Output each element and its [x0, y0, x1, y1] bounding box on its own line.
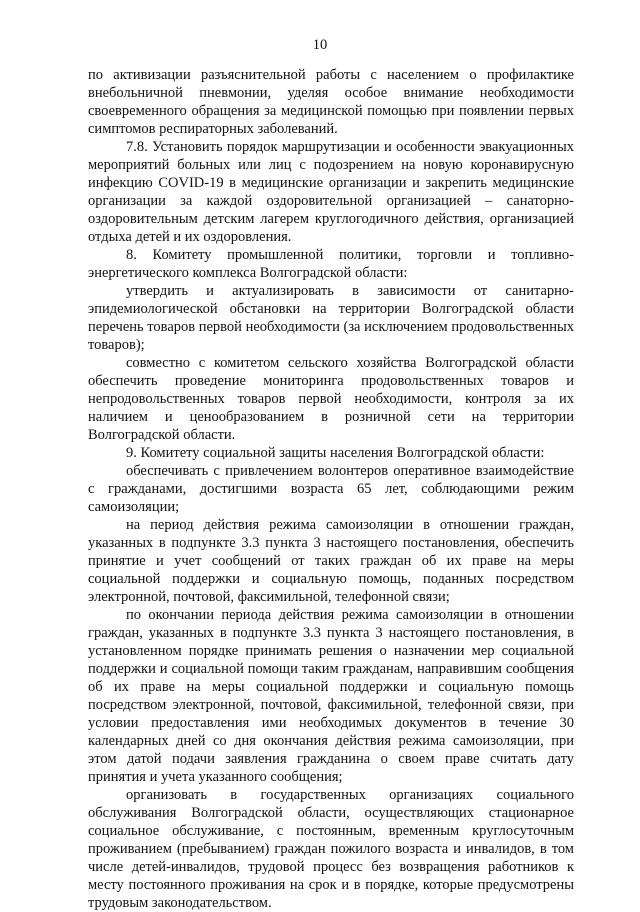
paragraph-8-item-1: утвердить и актуализировать в зависимости от санитарно-эпидемиологической обстановки на территории Волгоградской области перечень товаров первой необходимости (за исключением продовольственных товаров); [88, 283, 574, 353]
paragraph-9-item-1: обеспечивать с привлечением волонтеров оперативное взаимодействие с гражданами, достигшими возраста 65 лет, соблюдающими режим самоизоляции; [88, 463, 574, 515]
paragraph-continuation: по активизации разъяснительной работы с населением о профилактике внебольничной пневмонии, уделяя особое внимание необходимости своевременного обращения за медицинской помощью при появлении первых симптомов респираторных заболеваний. [88, 67, 574, 137]
document-body [88, 66, 574, 912]
paragraph-8: 8. Комитету промышленной политики, торговли и топливно-энергетического комплекса Волгоградской области: [88, 247, 574, 281]
paragraph-8-item-2: совместно с комитетом сельского хозяйства Волгоградской области обеспечить проведение мониторинга продовольственных товаров и непродовольственных товаров первой необходимости, контроля за их наличием и ценообразованием в розничной сети на территории Волгоградской области. [88, 355, 574, 443]
paragraph-9-item-2: на период действия режима самоизоляции в отношении граждан, указанных в подпункте 3.3 пункта 3 настоящего постановления, обеспечить принятие и учет сообщений от таких граждан об их праве на меры социальной поддержки и социальную помощь, поданных посредством электронной, почтовой, факсимильной, телефонной связи; [88, 517, 574, 605]
paragraph-9: 9. Комитету социальной защиты населения Волгоградской области: [126, 445, 545, 461]
paragraph-9-item-3: по окончании периода действия режима самоизоляции в отношении граждан, указанных в подпункте 3.3 пункта 3 настоящего постановления, в установленном порядке принимать решения о назначении мер социальной поддержки и социальной помощи таким гражданам, направившим сообщения об их праве на меры социальной поддержки и социальную помощь посредством электронной, почтовой, факсимильной, телефонной связи, при условии предоставления ими необходимых документов в течение 30 календарных дней со дня окончания действия режима самоизоляции, при этом датой подачи заявления гражданина о своем праве считать дату принятия и учета указанного сообщения; [88, 607, 574, 785]
page-number: 10 [312, 37, 328, 53]
paragraph-7-8: 7.8. Установить порядок маршрутизации и особенности эвакуационных мероприятий больных или лиц с подозрением на новую коронавирусную инфекцию COVID-19 в медицинские организации и закрепить медицинские организации за каждой оздоровительной организацией – санаторно-оздоровительным детским лагерем круглогодичного действия, организацией отдыха детей и их оздоровления. [88, 139, 574, 245]
paragraph-9-item-4: организовать в государственных организациях социального обслуживания Волгоградской области, осуществляющих стационарное социальное обслуживание, с постоянным, временным круглосуточным проживанием (пребыванием) граждан пожилого возраста и инвалидов, в том числе детей-инвалидов, трудовой процесс без возвращения работников к месту постоянного проживания на срок и в порядке, которые предусмотрены трудовым законодательством. [88, 787, 574, 911]
